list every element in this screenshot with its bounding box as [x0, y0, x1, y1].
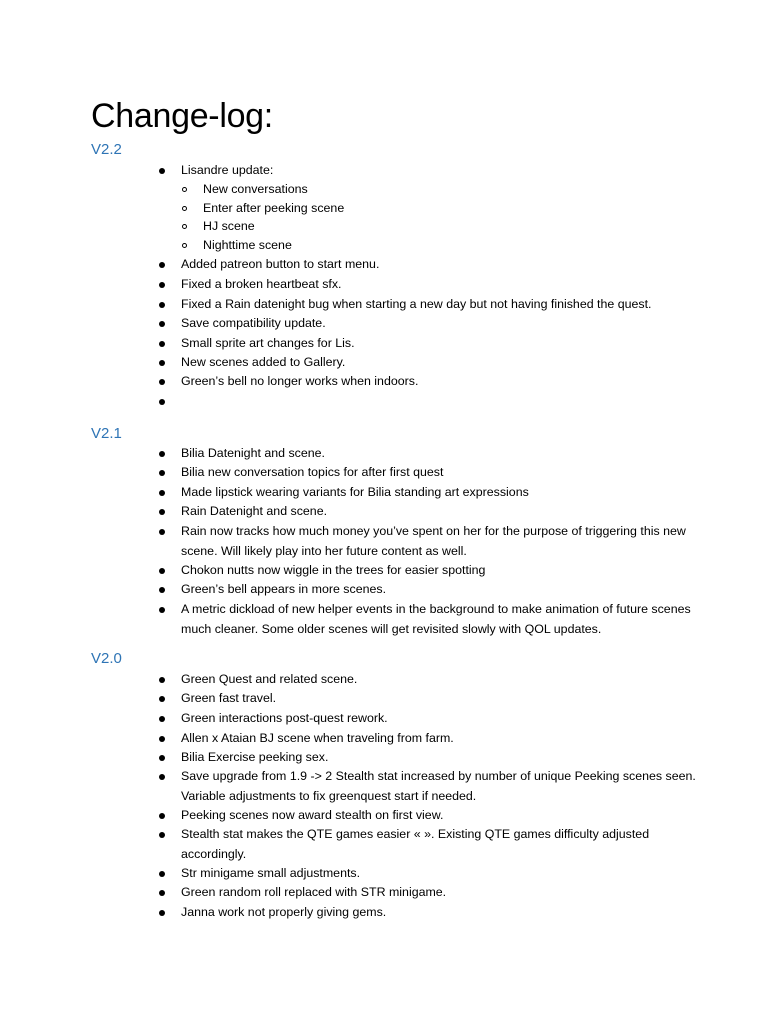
list-item: Bilia Datenight and scene. [181, 444, 701, 464]
list-item: Allen x Ataian BJ scene when traveling from farm. [181, 729, 701, 749]
list-item: Green interactions post-quest rework. [181, 709, 701, 729]
list-item: Green Quest and related scene. [181, 670, 701, 690]
sub-list-item: HJ scene [203, 217, 255, 236]
list-item: New scenes added to Gallery. [181, 353, 701, 373]
list-item: A metric dickload of new helper events in the background to make animation of future scenes much cleaner. Some older scenes will get revisited slowly with QOL updates. [181, 600, 701, 639]
sub-list-item: Enter after peeking scene [203, 199, 344, 218]
list-item: Janna work not properly giving gems. [181, 903, 701, 923]
sub-list-item: Nighttime scene [203, 236, 292, 255]
list-item: Lisandre update: [181, 161, 701, 181]
list-item: Green random roll replaced with STR minigame. [181, 883, 701, 903]
list-item: Stealth stat makes the QTE games easier « ». Existing QTE games difficulty adjusted accordingly. [181, 825, 701, 864]
list-item: Green’s bell no longer works when indoors. [181, 372, 701, 392]
list-item: Rain now tracks how much money you’ve spent on her for the purpose of triggering this new scene. Will likely play into her future content as well. [181, 522, 701, 561]
list-item: Fixed a broken heartbeat sfx. [181, 275, 701, 295]
list-item: Chokon nutts now wiggle in the trees for easier spotting [181, 561, 701, 581]
list-item: Made lipstick wearing variants for Bilia standing art expressions [181, 483, 701, 503]
list-item: Added patreon button to start menu. [181, 255, 701, 275]
list-item: Str minigame small adjustments. [181, 864, 701, 884]
list-item: Bilia new conversation topics for after first quest [181, 463, 701, 483]
version-heading-v2-2: V2.2 [91, 141, 122, 158]
list-item: Green fast travel. [181, 689, 701, 709]
version-heading-v2-0: V2.0 [91, 650, 122, 667]
list-item: Fixed a Rain datenight bug when starting a new day but not having finished the quest. [181, 295, 701, 315]
list-item: Peeking scenes now award stealth on first view. [181, 806, 701, 826]
list-item: Save upgrade from 1.9 -> 2 Stealth stat increased by number of unique Peeking scenes seen. Variable adjustments to fix greenquest start if needed. [181, 767, 701, 806]
version-heading-v2-1: V2.1 [91, 425, 122, 442]
list-item: Rain Datenight and scene. [181, 502, 701, 522]
list-item: Save compatibility update. [181, 314, 701, 334]
page-title: Change-log: [91, 97, 273, 135]
sub-list-item: New conversations [203, 180, 308, 199]
list-item: Green’s bell appears in more scenes. [181, 580, 701, 600]
list-item: Small sprite art changes for Lis. [181, 334, 701, 354]
list-item: Bilia Exercise peeking sex. [181, 748, 701, 768]
